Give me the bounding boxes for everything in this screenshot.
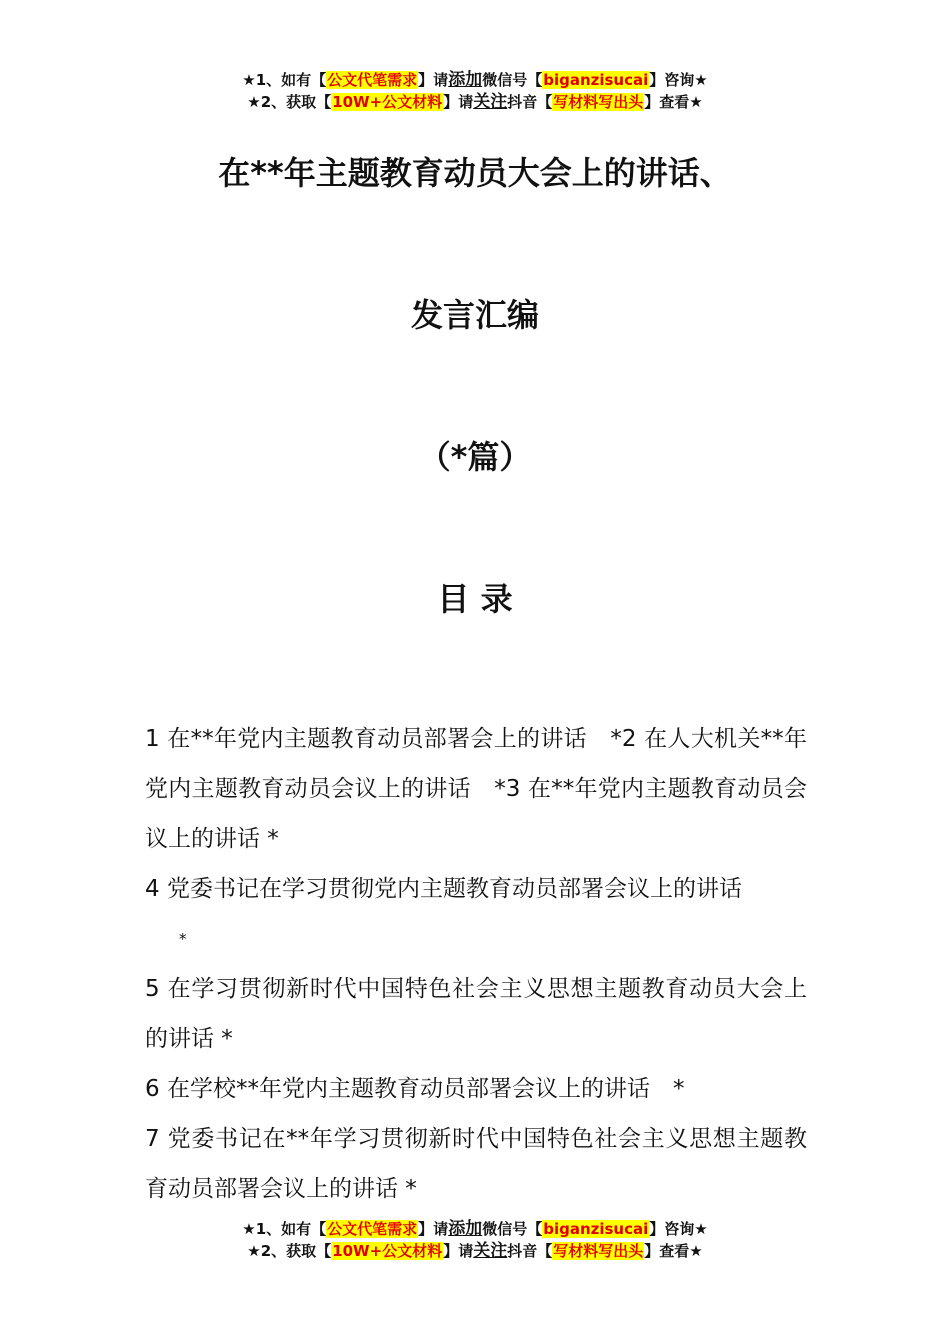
- banner-highlight: 公文代笔需求: [327, 71, 418, 89]
- banner-text: ★1、如有【: [242, 1220, 327, 1238]
- banner-text: 抖音【: [507, 1242, 553, 1260]
- banner-line-2: [0, 1240, 950, 1262]
- banner-highlight: 公文代笔需求: [327, 1220, 418, 1238]
- toc-entry-5: 5 在学习贯彻新时代中国特色社会主义思想主题教育动员大会上的讲话 *: [145, 976, 807, 1052]
- banner-line-1: [0, 69, 950, 91]
- toc-heading: 目 录: [437, 580, 513, 618]
- document-count: （*篇）: [418, 438, 532, 476]
- banner-emphasis: 添加: [448, 70, 483, 90]
- banner-emphasis: 关注: [473, 1241, 508, 1261]
- banner-text: 微信号【: [482, 1220, 543, 1238]
- banner-text: 】查看★: [644, 1242, 703, 1260]
- banner-text: ★2、获取【: [247, 1242, 332, 1260]
- banner-text: 抖音【: [507, 93, 553, 111]
- banner-highlight: biganzisucai: [543, 1220, 649, 1238]
- banner-text: 】请: [443, 93, 474, 111]
- banner-emphasis: 添加: [448, 1219, 483, 1239]
- banner-highlight: 10W+公文材料: [332, 1242, 443, 1260]
- banner-highlight: biganzisucai: [543, 71, 649, 89]
- bottom-banner: [0, 1218, 950, 1262]
- banner-text: 】查看★: [644, 93, 703, 111]
- banner-text: 微信号【: [482, 71, 543, 89]
- toc-entry-4: 4 党委书记在学习贯彻党内主题教育动员部署会议上的讲话: [145, 876, 742, 902]
- toc-entry-1-3: 1 在**年党内主题教育动员部署会上的讲话 *2 在人大机关**年党内主题教育动员会议上的讲话 *3 在**年党内主题教育动员会议上的讲话 *: [145, 726, 807, 852]
- banner-text: 】请: [418, 1220, 449, 1238]
- banner-emphasis: 关注: [473, 92, 508, 112]
- banner-line-2: [0, 91, 950, 113]
- toc-entry-7: 7 党委书记在**年学习贯彻新时代中国特色社会主义思想主题教育动员部署会议上的讲话 *: [145, 1126, 807, 1202]
- banner-highlight: 10W+公文材料: [332, 93, 443, 111]
- banner-line-1: [0, 1218, 950, 1240]
- table-of-contents: [145, 714, 807, 1214]
- toc-entry-4-marker: [145, 914, 807, 964]
- document-title-line-2: 发言汇编: [410, 296, 539, 334]
- top-banner: [0, 69, 950, 113]
- banner-text: 】请: [443, 1242, 474, 1260]
- document-title-line-1: 在**年主题教育动员大会上的讲话、: [218, 154, 732, 192]
- banner-text: 】咨询★: [649, 71, 708, 89]
- banner-text: 】请: [418, 71, 449, 89]
- banner-text: 】咨询★: [649, 1220, 708, 1238]
- toc-entry-6: 6 在学校**年党内主题教育动员部署会议上的讲话 *: [145, 1076, 685, 1102]
- banner-highlight: 写材料写出头: [553, 1242, 644, 1260]
- banner-text: ★2、获取【: [247, 93, 332, 111]
- banner-text: ★1、如有【: [242, 71, 327, 89]
- toc-marker: *: [179, 930, 187, 948]
- banner-highlight: 写材料写出头: [553, 93, 644, 111]
